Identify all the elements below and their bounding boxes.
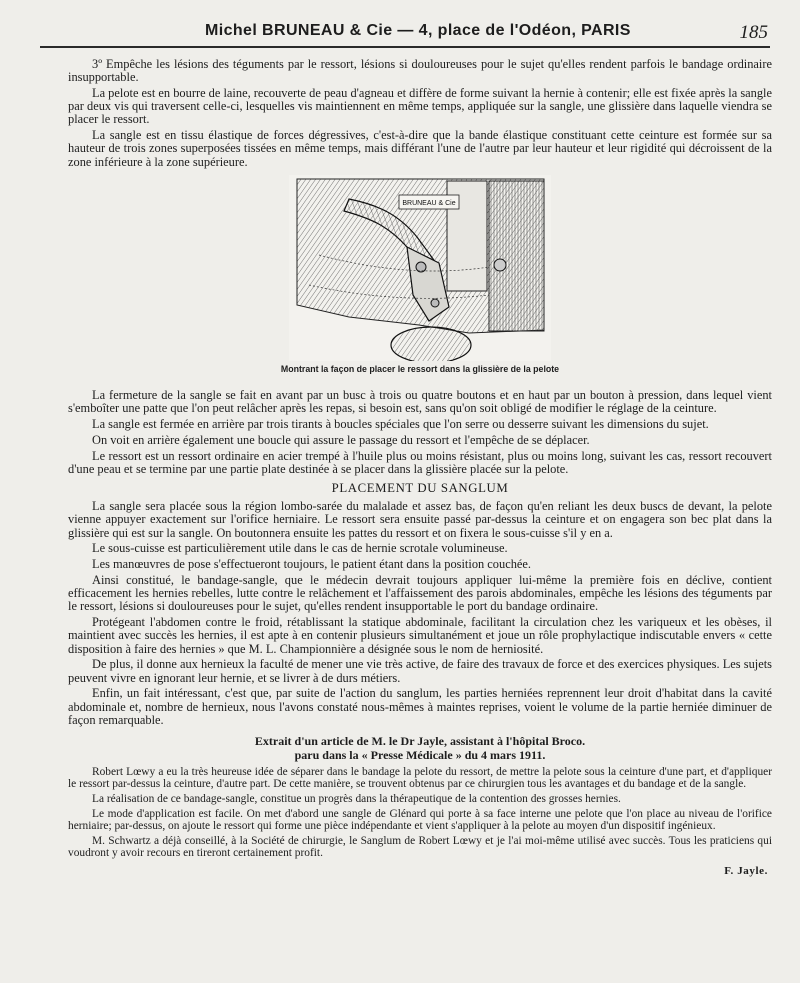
paragraph: Le mode d'application est facile. On met d'abord une sangle de Glénard qui porte à sa face interne une pelote que l'on place au niveau de l'orifice herniaire; par-dessus, on ajoute le ressort qui forme une pièce indépendante et vient s'appliquer à la pelote au moyen d'un dispositif ingénieux. xyxy=(68,807,772,833)
paragraph: La sangle sera placée sous la région lombo-sarée du malalade et assez bas, de façon qu'en reliant les deux buscs de devant, la pelote vienne appuyer exactement sur l'orifice herniaire. Le ressort sera ensuite passé par-dessus la ceinture et on engagera son bec plat dans la glissière qui est sur la sangle. On boutonnera ensuite les pattes du ressort et on fixera le sous-cuisse s'il y en a. xyxy=(68,499,772,540)
figure-caption: Montrant la façon de placer le ressort dans la glissière de la pelote xyxy=(280,363,560,374)
page-number: 185 xyxy=(739,22,768,43)
paragraph: La sangle est fermée en arrière par trois tirants à boucles spéciales que l'on serre ou desserre suivant les dimensions du sujet. xyxy=(92,417,709,432)
excerpt-heading xyxy=(68,735,772,762)
paragraph: 3º Empêche les lésions des téguments par le ressort, lésions si douloureuses pour le sujet qu'elles rendent parfois le bandage ordinaire insupportable. xyxy=(68,57,772,85)
paragraph: Ainsi constitué, le bandage-sangle, que le médecin devrait toujours appliquer lui-même la première fois en déclive, contient efficacement les hernies rebelles, lutte contre le relâchement et l'affaissement des parois abdominales, empêche les lésions des téguments par le ressort, lésions si douloureuses pour le sujet, qu'elles rendent insupportable le port du bandage ordinaire. xyxy=(68,573,772,614)
page-header xyxy=(40,18,770,48)
signature: F. Jayle. xyxy=(724,865,768,878)
truss-illustration xyxy=(289,175,551,361)
excerpt-heading-line: paru dans la « Presse Médicale » du 4 mars 1911. xyxy=(294,747,546,762)
paragraph: La pelote est en bourre de laine, recouverte de peau d'agneau et diffère de forme suivant la hernie à contenir; elle est fixée après la sangle par deux vis qui traversent celle-ci, lesquelles vis maintiennent en même temps, appliquée sur la sangle, une glissière dans laquelle viendra se placer le ressort. xyxy=(68,86,772,127)
paragraph: M. Schwartz a déjà conseillé, à la Société de chirurgie, le Sanglum de Robert Lœwy et je l'ai moi-même utilisé avec succès. Tous les praticiens qui voudront y avoir recours en tireront certainement profit. xyxy=(68,834,772,860)
paragraph: On voit en arrière également une boucle qui assure le passage du ressort et l'empêche de se déplacer. xyxy=(92,432,590,447)
paragraph: La réalisation de ce bandage-sangle, constitue un progrès dans la thérapeutique de la contention des grosses hernies. xyxy=(92,793,621,806)
excerpt-heading-line: Extrait d'un article de M. le Dr Jayle, assistant à l'hôpital Broco. xyxy=(254,734,586,749)
excerpt-body xyxy=(68,766,772,859)
paragraph: Les manœuvres de pose s'effectueront toujours, le patient étant dans la position couchée. xyxy=(92,557,531,572)
paragraph: De plus, il donne aux hernieux la faculté de mener une vie très active, de faire des travaux de force et des exercices physiques. Les sujets peuvent vivre en ignorant leur hernie, et se livrer à de durs métiers. xyxy=(68,657,772,685)
paragraph: La fermeture de la sangle se fait en avant par un busc à trois ou quatre boutons et en haut par un bouton à pression, dans lequel vient s'emboîter une patte que l'on peut relâcher après les repas, si besoin est, sans qu'on soit obligé de modifier le réglage de la ceinture. xyxy=(68,388,772,416)
paragraph: Protégeant l'abdomen contre le froid, rétablissant la statique abdominale, facilitant la circulation chez les variqueux et les obèses, il maintient avec succès les hernies, il est apte à en contenir plusieurs simultanément et joue un rôle prophylactique indiscutable envers « cette disposition à faire des hernies » que M. L. Championnière a désignée sous le nom de herniosité. xyxy=(68,615,772,656)
figure xyxy=(68,175,772,376)
paragraph: Enfin, un fait intéressant, c'est que, par suite de l'action du sanglum, les parties herniées reprennent leur droit d'habitat dans la cavité abdominale et, nombre de hernieux, nous l'avons constaté nous-mêmes à maintes reprises, voient le volume de la partie herniée diminuer de façon remarquable. xyxy=(68,686,772,727)
paragraph: Le ressort est un ressort ordinaire en acier trempé à l'huile plus ou moins résistant, plus ou moins long, suivant les cas, ressort recouvert d'une peau et se termine par une partie plate destinée à se placer dans la glissière placée sur la pelote. xyxy=(68,448,772,476)
paragraph: Robert Lœwy a eu la très heureuse idée de séparer dans le bandage la pelote du ressort, de mettre la pelote sous la ceinture d'une part, et d'appliquer le ressort par-dessus la ceinture, d'autre part. De cette manière, se trouvent obtenus par ce chirurgien tous les avantages et du bandage et de la sangle. xyxy=(68,766,772,791)
brand-label: BRUNEAU & Cie xyxy=(402,199,456,207)
section-heading: PLACEMENT DU SANGLUM xyxy=(331,481,509,496)
paragraph: La sangle est en tissu élastique de forces dégressives, c'est-à-dire que la bande élastique constituant cette ceinture est formée sur sa hauteur de trois zones superposées tissées en même temps, mais différant l'une de l'autre par leur hauteur et leur rigidité qui décroissent de la zone inférieure à la zone supérieure. xyxy=(68,128,772,169)
header-title: Michel BRUNEAU & Cie — 4, place de l'Odéon, PARIS xyxy=(205,22,631,39)
page-content xyxy=(68,58,772,878)
paragraph: Le sous-cuisse est particulièrement utile dans le cas de hernie scrotale volumineuse. xyxy=(92,541,508,556)
